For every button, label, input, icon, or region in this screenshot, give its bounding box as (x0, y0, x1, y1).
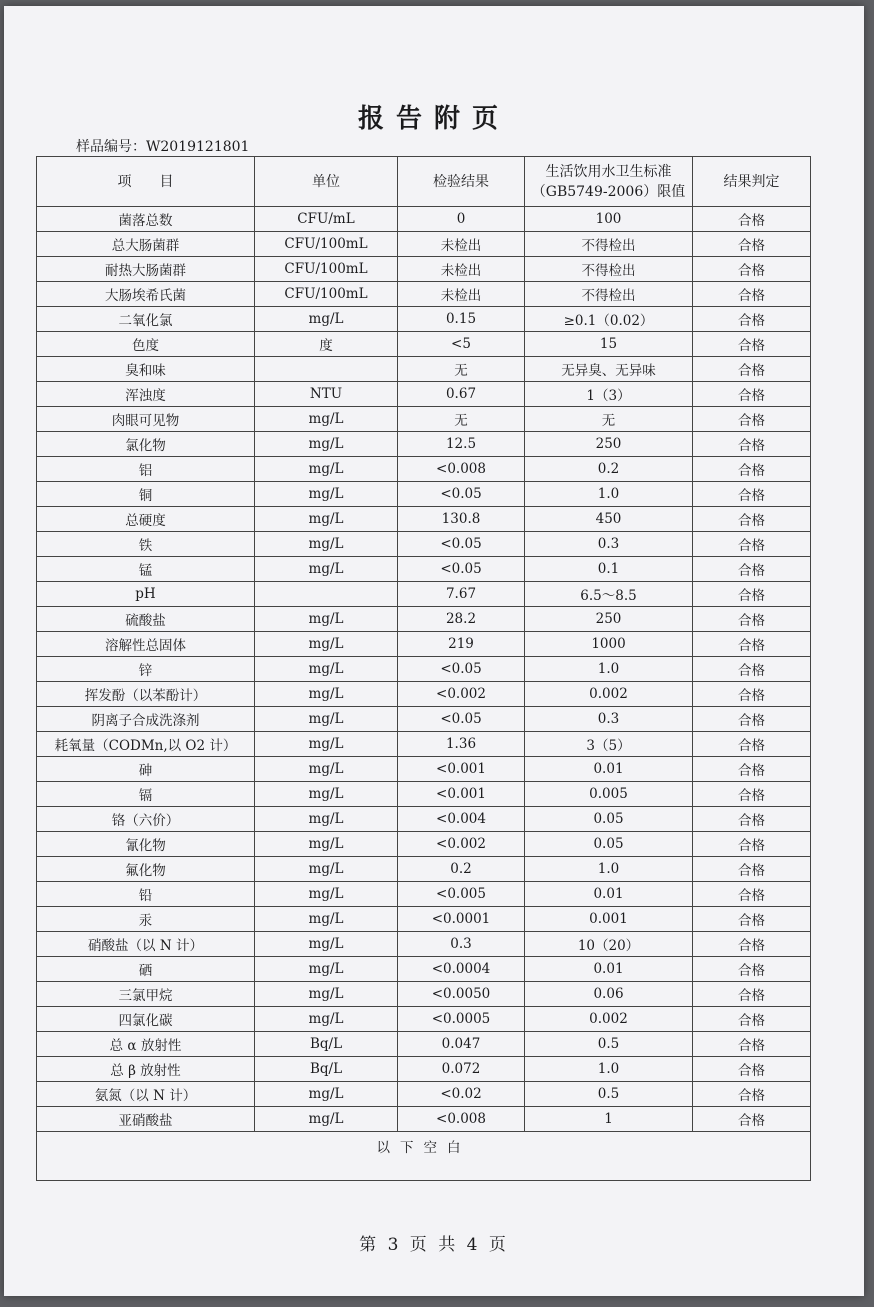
result-cell: 未检出 (398, 232, 525, 257)
item-cell: 铬（六价） (37, 807, 255, 832)
unit-cell: mg/L (255, 307, 398, 332)
result-cell: <0.0005 (398, 1007, 525, 1032)
result-cell: <0.02 (398, 1082, 525, 1107)
result-cell: 无 (398, 357, 525, 382)
verdict-cell: 合格 (693, 982, 811, 1007)
verdict-cell: 合格 (693, 782, 811, 807)
result-cell: 130.8 (398, 507, 525, 532)
item-cell: pH (37, 582, 255, 607)
unit-cell: mg/L (255, 857, 398, 882)
verdict-cell: 合格 (693, 457, 811, 482)
page-number: 第 3 页 共 4 页 (359, 1235, 509, 1255)
result-cell: 0 (398, 207, 525, 232)
item-cell: 浑浊度 (37, 382, 255, 407)
table-row (37, 532, 811, 557)
table-row (37, 232, 811, 257)
unit-cell: mg/L (255, 407, 398, 432)
unit-cell: mg/L (255, 682, 398, 707)
result-cell: 0.2 (398, 857, 525, 882)
result-cell: 0.15 (398, 307, 525, 332)
table-row (37, 1107, 811, 1132)
item-cell: 挥发酚（以苯酚计） (37, 682, 255, 707)
table-row (37, 907, 811, 932)
item-cell: 菌落总数 (37, 207, 255, 232)
unit-cell (255, 357, 398, 382)
limit-cell: 0.5 (525, 1032, 693, 1057)
limit-cell: 0.01 (525, 957, 693, 982)
unit-cell: mg/L (255, 957, 398, 982)
limit-cell: 1.0 (525, 482, 693, 507)
limit-cell: 0.1 (525, 557, 693, 582)
verdict-cell: 合格 (693, 282, 811, 307)
unit-cell: mg/L (255, 482, 398, 507)
limit-cell: 0.06 (525, 982, 693, 1007)
unit-cell: NTU (255, 382, 398, 407)
item-cell: 溶解性总固体 (37, 632, 255, 657)
header-verdict: 结果判定 (693, 157, 811, 207)
result-cell: 0.047 (398, 1032, 525, 1057)
verdict-cell: 合格 (693, 507, 811, 532)
verdict-cell: 合格 (693, 907, 811, 932)
item-cell: 硒 (37, 957, 255, 982)
verdict-cell: 合格 (693, 307, 811, 332)
limit-cell: 100 (525, 207, 693, 232)
unit-cell: mg/L (255, 907, 398, 932)
item-cell: 汞 (37, 907, 255, 932)
unit-cell: mg/L (255, 932, 398, 957)
verdict-cell: 合格 (693, 1007, 811, 1032)
item-cell: 耐热大肠菌群 (37, 257, 255, 282)
item-cell: 铅 (37, 882, 255, 907)
item-cell: 铝 (37, 457, 255, 482)
table-row (37, 832, 811, 857)
unit-cell: mg/L (255, 832, 398, 857)
verdict-cell: 合格 (693, 257, 811, 282)
limit-cell: 不得检出 (525, 257, 693, 282)
table-row (37, 557, 811, 582)
verdict-cell: 合格 (693, 882, 811, 907)
result-cell: <0.05 (398, 657, 525, 682)
result-cell: 未检出 (398, 282, 525, 307)
blank-note: 以下空白 (37, 1132, 811, 1181)
item-cell: 氟化物 (37, 857, 255, 882)
item-cell: 氨氮（以 N 计） (37, 1082, 255, 1107)
verdict-cell: 合格 (693, 532, 811, 557)
verdict-cell: 合格 (693, 832, 811, 857)
result-cell: 7.67 (398, 582, 525, 607)
limit-cell: 6.5～8.5 (525, 582, 693, 607)
limit-cell: 450 (525, 507, 693, 532)
unit-cell: mg/L (255, 457, 398, 482)
verdict-cell: 合格 (693, 957, 811, 982)
limit-cell: 0.3 (525, 707, 693, 732)
item-cell: 耗氧量（CODMn,以 O2 计） (37, 732, 255, 757)
limit-cell: 不得检出 (525, 232, 693, 257)
sample-number-value: W2019121801 (146, 139, 250, 155)
limit-cell: 250 (525, 432, 693, 457)
item-cell: 砷 (37, 757, 255, 782)
item-cell: 硫酸盐 (37, 607, 255, 632)
limit-cell: 不得检出 (525, 282, 693, 307)
limit-cell: 250 (525, 607, 693, 632)
header-limit: 生活饮用水卫生标准（GB5749-2006）限值 (525, 157, 693, 207)
result-cell: <0.001 (398, 757, 525, 782)
sample-number-label: 样品编号： (76, 139, 146, 155)
item-cell: 硝酸盐（以 N 计） (37, 932, 255, 957)
unit-cell: mg/L (255, 1107, 398, 1132)
sample-number (76, 136, 249, 156)
table-row (37, 1032, 811, 1057)
result-cell: <0.004 (398, 807, 525, 832)
result-cell: 无 (398, 407, 525, 432)
page-title: 报告附页 (357, 104, 510, 134)
table-row (37, 282, 811, 307)
table-row (37, 482, 811, 507)
verdict-cell: 合格 (693, 1032, 811, 1057)
item-cell: 四氯化碳 (37, 1007, 255, 1032)
table-row (37, 357, 811, 382)
result-cell: <0.005 (398, 882, 525, 907)
unit-cell: CFU/mL (255, 207, 398, 232)
result-cell: 0.3 (398, 932, 525, 957)
limit-cell: 0.01 (525, 757, 693, 782)
table-row (37, 1057, 811, 1082)
table-row (37, 1007, 811, 1032)
limit-cell: 0.2 (525, 457, 693, 482)
table-row (37, 507, 811, 532)
verdict-cell: 合格 (693, 582, 811, 607)
table-body (37, 207, 811, 1132)
unit-cell (255, 582, 398, 607)
limit-cell: 无异臭、无异味 (525, 357, 693, 382)
verdict-cell: 合格 (693, 607, 811, 632)
result-cell: <0.008 (398, 457, 525, 482)
table-row (37, 657, 811, 682)
table-row (37, 207, 811, 232)
item-cell: 总硬度 (37, 507, 255, 532)
unit-cell: Bq/L (255, 1057, 398, 1082)
unit-cell: mg/L (255, 557, 398, 582)
table-row (37, 807, 811, 832)
verdict-cell: 合格 (693, 757, 811, 782)
result-cell: <0.002 (398, 832, 525, 857)
item-cell: 亚硝酸盐 (37, 1107, 255, 1132)
verdict-cell: 合格 (693, 432, 811, 457)
table-row (37, 382, 811, 407)
unit-cell: mg/L (255, 782, 398, 807)
unit-cell: CFU/100mL (255, 232, 398, 257)
result-cell: <0.0050 (398, 982, 525, 1007)
verdict-cell: 合格 (693, 407, 811, 432)
result-cell: 0.072 (398, 1057, 525, 1082)
result-cell: 1.36 (398, 732, 525, 757)
limit-cell: 15 (525, 332, 693, 357)
verdict-cell: 合格 (693, 932, 811, 957)
limit-cell: 0.5 (525, 1082, 693, 1107)
item-cell: 氰化物 (37, 832, 255, 857)
limit-cell: 1.0 (525, 857, 693, 882)
table-row (37, 707, 811, 732)
table-row (37, 982, 811, 1007)
unit-cell: mg/L (255, 757, 398, 782)
verdict-cell: 合格 (693, 657, 811, 682)
verdict-cell: 合格 (693, 857, 811, 882)
unit-cell: mg/L (255, 607, 398, 632)
result-cell: <0.0001 (398, 907, 525, 932)
limit-cell: 无 (525, 407, 693, 432)
table-row (37, 782, 811, 807)
limit-cell: 0.005 (525, 782, 693, 807)
table-header-row (37, 157, 811, 207)
verdict-cell: 合格 (693, 1107, 811, 1132)
item-cell: 阴离子合成洗涤剂 (37, 707, 255, 732)
table-row (37, 632, 811, 657)
table-row (37, 607, 811, 632)
header-result: 检验结果 (398, 157, 525, 207)
item-cell: 二氧化氯 (37, 307, 255, 332)
unit-cell: mg/L (255, 882, 398, 907)
result-cell: 0.67 (398, 382, 525, 407)
limit-cell: 1.0 (525, 1057, 693, 1082)
verdict-cell: 合格 (693, 232, 811, 257)
item-cell: 铜 (37, 482, 255, 507)
limit-cell: 0.3 (525, 532, 693, 557)
item-cell: 总大肠菌群 (37, 232, 255, 257)
item-cell: 大肠埃希氏菌 (37, 282, 255, 307)
verdict-cell: 合格 (693, 632, 811, 657)
result-cell: <0.05 (398, 707, 525, 732)
table-row (37, 1082, 811, 1107)
unit-cell: mg/L (255, 657, 398, 682)
item-cell: 铁 (37, 532, 255, 557)
item-cell: 臭和味 (37, 357, 255, 382)
verdict-cell: 合格 (693, 682, 811, 707)
blank-row (37, 1132, 811, 1181)
table-row (37, 732, 811, 757)
limit-cell: 1.0 (525, 657, 693, 682)
unit-cell: CFU/100mL (255, 282, 398, 307)
unit-cell: mg/L (255, 807, 398, 832)
unit-cell: CFU/100mL (255, 257, 398, 282)
result-cell: 219 (398, 632, 525, 657)
results-table (36, 156, 811, 1181)
result-cell: <5 (398, 332, 525, 357)
result-cell: 12.5 (398, 432, 525, 457)
result-cell: <0.05 (398, 532, 525, 557)
result-cell: <0.05 (398, 482, 525, 507)
result-cell: <0.001 (398, 782, 525, 807)
unit-cell: mg/L (255, 432, 398, 457)
verdict-cell: 合格 (693, 207, 811, 232)
limit-cell: 0.05 (525, 832, 693, 857)
verdict-cell: 合格 (693, 732, 811, 757)
verdict-cell: 合格 (693, 707, 811, 732)
result-cell: 未检出 (398, 257, 525, 282)
limit-cell: 0.001 (525, 907, 693, 932)
verdict-cell: 合格 (693, 557, 811, 582)
table-row (37, 857, 811, 882)
limit-cell: 0.002 (525, 1007, 693, 1032)
table-row (37, 932, 811, 957)
verdict-cell: 合格 (693, 357, 811, 382)
limit-cell: 1（3） (525, 382, 693, 407)
item-cell: 锰 (37, 557, 255, 582)
unit-cell: 度 (255, 332, 398, 357)
unit-cell: mg/L (255, 982, 398, 1007)
limit-cell: 1000 (525, 632, 693, 657)
item-cell: 总 β 放射性 (37, 1057, 255, 1082)
table-row (37, 257, 811, 282)
unit-cell: mg/L (255, 532, 398, 557)
item-cell: 锌 (37, 657, 255, 682)
table-row (37, 882, 811, 907)
table-row (37, 407, 811, 432)
table-row (37, 432, 811, 457)
verdict-cell: 合格 (693, 807, 811, 832)
result-cell: <0.002 (398, 682, 525, 707)
table-row (37, 307, 811, 332)
table-row (37, 682, 811, 707)
limit-cell: 3（5） (525, 732, 693, 757)
header-unit: 单位 (255, 157, 398, 207)
table-row (37, 457, 811, 482)
limit-cell: 1 (525, 1107, 693, 1132)
limit-cell: 10（20） (525, 932, 693, 957)
table-row (37, 582, 811, 607)
limit-cell: ≥0.1（0.02） (525, 307, 693, 332)
table-row (37, 957, 811, 982)
item-cell: 总 α 放射性 (37, 1032, 255, 1057)
header-item: 项 目 (37, 157, 255, 207)
limit-cell: 0.002 (525, 682, 693, 707)
unit-cell: mg/L (255, 732, 398, 757)
unit-cell: mg/L (255, 507, 398, 532)
result-cell: <0.008 (398, 1107, 525, 1132)
item-cell: 镉 (37, 782, 255, 807)
result-cell: <0.0004 (398, 957, 525, 982)
result-cell: 28.2 (398, 607, 525, 632)
item-cell: 色度 (37, 332, 255, 357)
item-cell: 肉眼可见物 (37, 407, 255, 432)
unit-cell: Bq/L (255, 1032, 398, 1057)
limit-cell: 0.01 (525, 882, 693, 907)
item-cell: 氯化物 (37, 432, 255, 457)
verdict-cell: 合格 (693, 1082, 811, 1107)
item-cell: 三氯甲烷 (37, 982, 255, 1007)
verdict-cell: 合格 (693, 332, 811, 357)
limit-cell: 0.05 (525, 807, 693, 832)
unit-cell: mg/L (255, 1082, 398, 1107)
table-row (37, 757, 811, 782)
unit-cell: mg/L (255, 707, 398, 732)
verdict-cell: 合格 (693, 382, 811, 407)
table-row (37, 332, 811, 357)
unit-cell: mg/L (255, 1007, 398, 1032)
result-cell: <0.05 (398, 557, 525, 582)
verdict-cell: 合格 (693, 1057, 811, 1082)
unit-cell: mg/L (255, 632, 398, 657)
verdict-cell: 合格 (693, 482, 811, 507)
report-sheet (4, 6, 864, 1296)
